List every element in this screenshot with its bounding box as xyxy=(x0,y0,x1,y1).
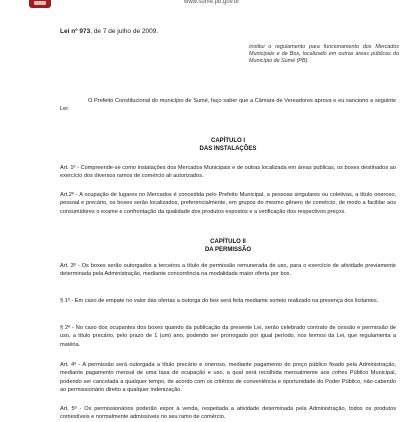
site-url[interactable]: www.sume.pb.gov.br xyxy=(184,0,240,5)
intro-paragraph: O Prefeito Constitucional do município de Sumé, faço saber que a Câmara de Vereadores aprova e eu sanciono a seguinte Lei: xyxy=(60,98,396,113)
lei-header xyxy=(60,28,158,35)
article-1: Art. 1º - Compreende-se como instalações dos Mercados Municipais e de outras localizada em áreas publicas, os boxes destinados ao exercício dos diversos ramos de comércio ali autorizados. xyxy=(60,165,396,180)
paragraph-2: § 2º - No caso dos ocupantes dos boxes quando da publicação da presente Lei, serão celebrado contrato de cessão e permissão de uso, a título precário, pelo prazo de 1 (um) ano, podendo ser prorrogado por igual período, nos termos da Lei, que regulamenta a matéria. xyxy=(60,325,396,348)
ementa: Institui o regulamento para funcionamento dos Mercados Municipais e de Box, localizado em outras áreas públicas do Município de Sumé (PB). xyxy=(249,44,399,65)
chapter-1-title: CAPÍTULO I xyxy=(211,138,245,144)
article-2: Art.2º - A ocupação de lugares no Mercados é concedida pelo Prefeito Municipal, a pessoas singulares ou coletivas, a título oneroso, pessoal e precário, os boxes serão localizados, preferencialmente, em grupos do mesmo gênero de comércio, de modo a facilitar aos consumidores o exame e confrontação da qualidade dos produtos expostos e a verificação dos respectivos preços. xyxy=(60,192,396,215)
lei-number: Lei nº 973 xyxy=(60,28,91,35)
chapter-1-subtitle: DAS INSTALAÇÕES xyxy=(199,146,257,152)
chapter-2-subtitle: DA PERMISSÃO xyxy=(204,247,252,253)
chapter-1-heading xyxy=(60,137,396,153)
paragraph-1: § 1º - Em caso de empate no valor das ofertas a outorga do box será feita mediante sorteio realizado na presença dos licitantes. xyxy=(60,298,379,304)
chapter-2-heading xyxy=(60,238,396,254)
article-5: Art. 5º - Os permissionários poderão expor à venda, respeitada a atividade determinada pela Administração, todos os produtos comestíveis e normalmente admissíveis no seu ramo de comércio. xyxy=(60,406,396,421)
chapter-2-title: CAPÍTULO II xyxy=(210,239,246,245)
lei-date: , de 7 de julho de 2009. xyxy=(90,28,159,35)
article-4: Art. 4º - A permissão será outorgada a título precário e oneroso, mediante pagamento do preço público fixado pela Administração, mediante pagamento mensal de uma taxa de ocupação e uso, a qual será recolhida mensalmente aos cofres Público Municipal, podendo ser cancelada a qualquer tempo, de acordo com os critérios de conveniência e oportunidade do Poder Público, não cabendo ao permissionário direito a qualquer indenização. xyxy=(60,362,396,394)
article-3: Art. 3º - Os boxes serão outorgados a terceiros a título de permissão remunerada de uso, para o exercício de atividade previamente determinada pela Administração, mediante concorrência na modalidade maior oferta por box. xyxy=(60,263,396,278)
municipal-logo xyxy=(29,0,51,8)
